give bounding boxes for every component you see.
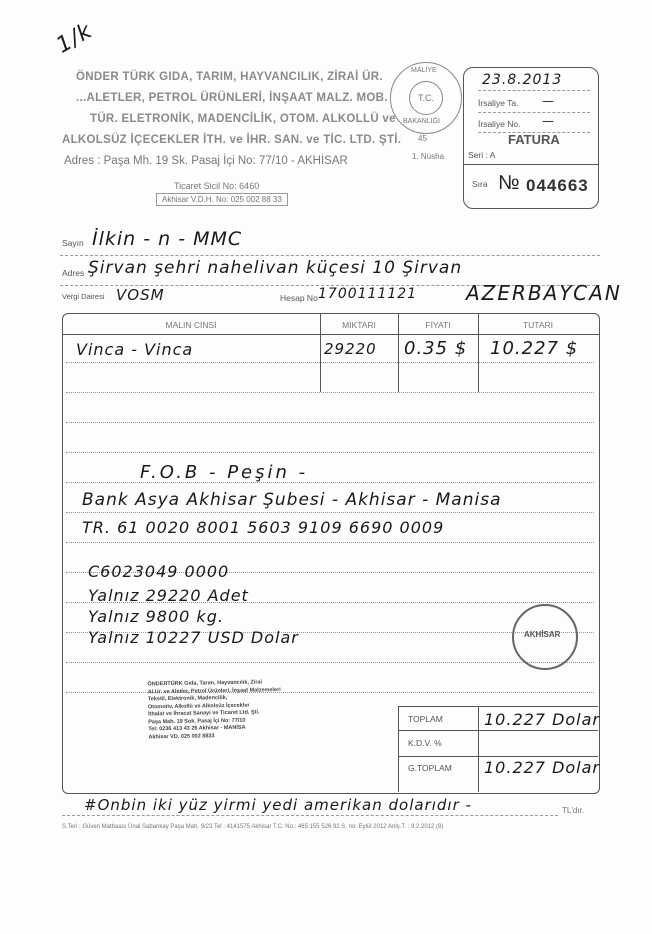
header-qty: MİKTARI [342,320,376,330]
note-amount-words: Yalnız 10227 USD Dolar [88,628,299,647]
seller-line4: ALKOLSÜZ İÇECEKLER İTH. ve İHR. SAN. ve TİC. LTD. ŞTİ. [62,134,402,146]
account-label: Hesap No [280,293,318,303]
buyer-name: İlkin - n - MMC [92,228,243,250]
total-label: TOPLAM [408,714,443,724]
header-item: MALIN CİNSİ [165,320,217,330]
row-price: 0.35 $ [404,338,468,359]
invoice-date: 23.8.2013 [482,72,563,88]
ministry-seal: MALİYE T.C. BAKANLIĞI [390,62,462,134]
copy-label: 1. Nüsha [412,152,445,161]
serial-number: 044663 [526,176,589,195]
currency-suffix: TL'dır. [562,806,584,815]
note-qty-words: Yalnız 29220 Adet [88,586,249,605]
dispatch-date-label: İrsaliye Ta. [478,98,519,108]
written-total: #Onbin iki yüz yirmi yedi amerikan dolarıdır - [84,796,472,814]
note-code: C6023049 0000 [88,562,230,581]
header-total: TUTARI [522,320,554,330]
grand-total-value: 10.227 Dolar [484,758,601,777]
seller-line2: ...ALETLER, PETROL ÜRÜNLERİ, İNŞAAT MALZ. MOB. [76,92,388,104]
corner-mark: 1/k [52,18,97,59]
round-company-stamp: AKHİSAR [512,604,578,670]
note-bank: Bank Asya Akhisar Şubesi - Akhisar - Manisa [82,490,502,510]
row-item: Vinca - Vinca [76,340,194,359]
note-weight-words: Yalnız 9800 kg. [88,607,224,626]
row-qty: 29220 [324,340,377,358]
seller-address: Adres : Paşa Mh. 19 Sk. Pasaj İçi No: 77/10 - AKHİSAR [64,155,348,167]
doc-type: FATURA [508,132,560,147]
seller-line3: TÜR. ELETRONİK, MADENCİLİK, OTOM. ALKOLLÜ ve [90,113,396,125]
seller-line1: ÖNDER TÜRK GIDA, TARIM, HAYVANCILIK, ZİRAİ ÜR. [76,71,383,83]
grand-total-label: G.TOPLAM [408,763,452,773]
note-fob: F.O.B - Peşin - [140,462,309,483]
note-iban: TR. 61 0020 8001 5603 9109 6690 0009 [82,518,445,537]
document-info-box [463,67,599,209]
row-total: 10.227 $ [490,338,579,359]
serial-prefix: № [498,172,520,194]
seal-number: 45 [418,134,427,143]
series-label: Seri : A [468,150,496,160]
dispatch-no-value: — [542,114,555,128]
buyer-account: 1700111121 [318,286,418,302]
serial-label: Sıra [472,179,488,189]
buyer-country: AZERBAYCAN [466,281,622,305]
company-stamp: ÖNDERTÜRK Gıda, Tarım, Hayvancılık, Zirai Al.Ur. ve Aletler, Petrol Ürünleri, İnşaat Malzemeleri Tekstil, Elektronik, Madencilik, Otomotiv, Alkollü ve Alkolsüz İçecekler İthalat ve İhracat Sanayi ve Ticaret Ltd. Şti. Paşa Mah. 19 Sok. Pasaj İçi No: 77/10 Tel: 0236 413 43 26 Akhisar - MANİSA Akhisar VD. 025 002 8833 [147,679,281,740]
buyer-tax-office: VOSM [116,286,165,304]
tax-office-label: Vergi Dairesi [62,292,105,301]
dispatch-date-value: — [542,94,555,108]
buyer-name-label: Sayın [62,238,84,248]
seller-tax-office: Akhisar V.D.H. No: 025 002 88 33 [156,193,288,206]
printer-footer: S.Teri : Güven Matbaası Ünal Sabankay Paşa Mah. 9/23 Tel : 4141575 Akhisar T.C. No : 465 155 526 92 S. no: Eylül 2012 Anlş.T. : 9.2.2012 (8) [62,824,444,830]
seller-registry: Ticaret Sicil No: 6460 [174,181,260,191]
dispatch-no-label: İrsaliye No. [478,119,521,129]
vat-label: K.D.V. % [408,738,442,748]
header-price: FİYATI [425,320,451,330]
buyer-address-label: Adres [62,268,85,278]
buyer-address: Şirvan şehri nahelivan küçesi 10 Şirvan [88,258,463,278]
total-value: 10.227 Dolar [484,710,601,729]
